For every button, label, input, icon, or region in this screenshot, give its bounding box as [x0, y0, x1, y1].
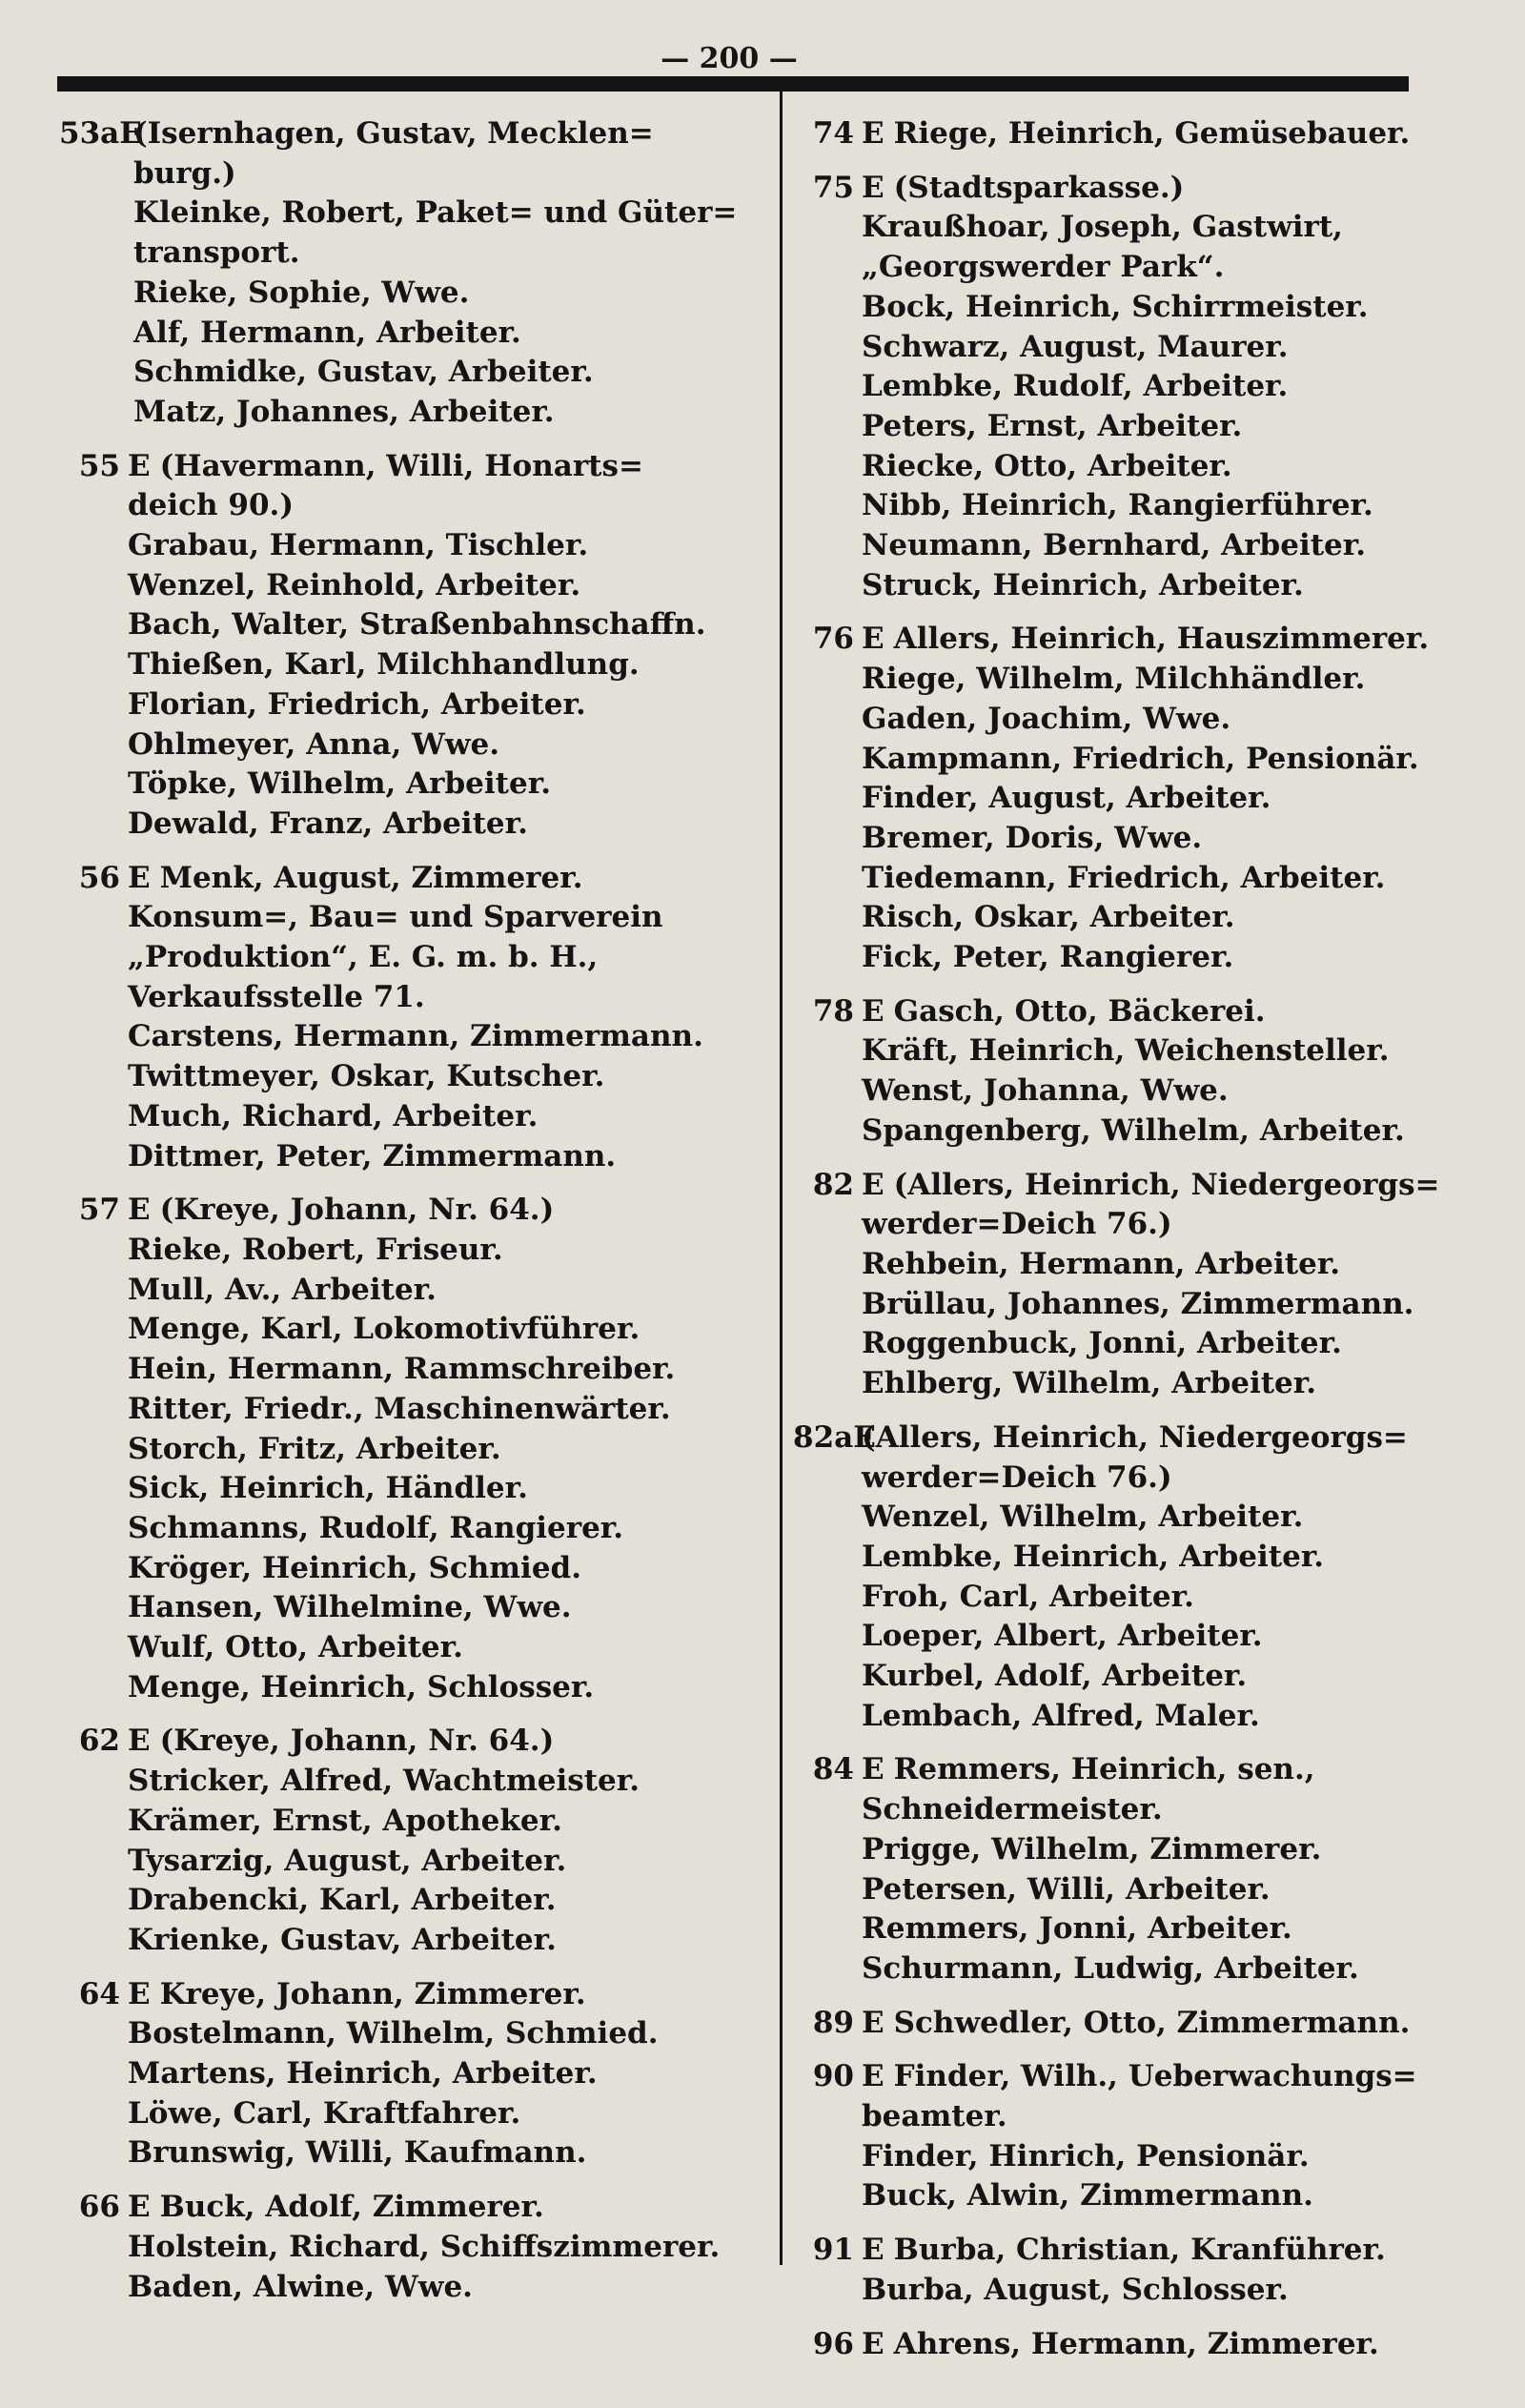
resident-line: Brunswig, Willi, Kaufmann.: [128, 2135, 587, 2171]
left-column: [59, 114, 766, 2321]
resident-line: Ohlmeyer, Anna, Wwe.: [128, 726, 500, 762]
resident-line: Remmers, Jonni, Arbeiter.: [862, 1911, 1292, 1947]
house-owner-continued: werder=Deich 76.): [862, 1459, 1172, 1495]
house-owner: (Allers, Heinrich, Niedergeorgs=: [893, 1167, 1440, 1202]
house-owner: (Kreye, Johann, Nr. 64.): [159, 1724, 555, 1759]
house-owner-continued: beamter.: [862, 2099, 1007, 2134]
house-entry: [59, 1722, 766, 1960]
resident-line: Krämer, Ernst, Apotheker.: [128, 1803, 562, 1838]
resident-line: Kröger, Heinrich, Schmied.: [128, 1550, 582, 1585]
header-rule: [57, 76, 1409, 92]
house-type: E: [128, 2190, 151, 2225]
resident-line: Tiedemann, Friedrich, Arbeiter.: [862, 860, 1386, 895]
house-number: 55: [78, 448, 120, 483]
resident-line: Finder, August, Arbeiter.: [862, 781, 1271, 816]
house-type: E: [862, 993, 884, 1029]
house-header: [793, 2057, 1460, 2097]
resident-line: Stricker, Alfred, Wachtmeister.: [128, 1764, 640, 1799]
resident-line: Gaden, Joachim, Wwe.: [862, 701, 1231, 736]
house-entry: [793, 114, 1460, 154]
house-entry: [793, 1418, 1460, 1737]
resident-line: Carstens, Hermann, Zimmermann.: [128, 1019, 703, 1054]
house-header: [793, 169, 1460, 209]
resident-line: Petersen, Willi, Arbeiter.: [862, 1871, 1271, 1907]
resident-line: Rehbein, Hermann, Arbeiter.: [862, 1246, 1341, 1281]
resident-line: Kraußhoar, Joseph, Gastwirt,: [862, 210, 1343, 245]
house-header: [59, 114, 766, 154]
house-owner: Finder, Wilh., Ueberwachungs=: [893, 2059, 1417, 2094]
resident-line: Bach, Walter, Straßenbahnschaffn.: [128, 607, 706, 643]
resident-line: Kurbel, Adolf, Arbeiter.: [862, 1659, 1248, 1694]
house-header: [793, 992, 1460, 1032]
house-type: E: [128, 1976, 151, 2011]
resident-line: Verkaufsstelle 71.: [128, 979, 425, 1014]
house-owner: Gasch, Otto, Bäckerei.: [893, 993, 1266, 1029]
resident-line: Töpke, Wilhelm, Arbeiter.: [128, 766, 551, 802]
house-header: [793, 620, 1460, 660]
house-type: E: [128, 448, 151, 483]
house-type: E: [862, 1752, 884, 1787]
house-number: 57: [78, 1193, 120, 1228]
resident-line: Lembke, Rudolf, Arbeiter.: [862, 369, 1289, 404]
house-owner: (Isernhagen, Gustav, Mecklen=: [133, 116, 654, 151]
house-entry: [793, 992, 1460, 1152]
resident-line: Wulf, Otto, Arbeiter.: [128, 1630, 463, 1665]
house-header: [59, 1975, 766, 2015]
house-header: [793, 114, 1460, 154]
house-entry: [793, 1750, 1460, 1989]
resident-line: Dittmer, Peter, Zimmermann.: [128, 1138, 617, 1173]
resident-line: Florian, Friedrich, Arbeiter.: [128, 686, 586, 722]
resident-line: Mull, Av., Arbeiter.: [128, 1272, 437, 1307]
resident-line: Hansen, Wilhelmine, Wwe.: [128, 1590, 572, 1625]
resident-line: Much, Richard, Arbeiter.: [128, 1098, 539, 1133]
resident-line: Matz, Johannes, Arbeiter.: [133, 394, 555, 429]
house-header: [793, 2004, 1460, 2044]
resident-line: Tysarzig, August, Arbeiter.: [128, 1843, 567, 1878]
resident-line: Froh, Carl, Arbeiter.: [862, 1579, 1194, 1614]
resident-line: Schwarz, August, Maurer.: [862, 329, 1289, 364]
house-entry: [793, 2231, 1460, 2310]
house-header: [59, 447, 766, 487]
resident-line: Bremer, Doris, Wwe.: [862, 820, 1203, 855]
resident-line: Burba, August, Schlosser.: [862, 2272, 1289, 2307]
house-entry: [793, 2057, 1460, 2216]
resident-line: Spangenberg, Wilhelm, Arbeiter.: [862, 1112, 1405, 1148]
house-type: E: [862, 1167, 884, 1202]
house-number: 90: [812, 2059, 854, 2094]
house-owner: Ahrens, Hermann, Zimmerer.: [893, 2326, 1379, 2361]
resident-line: Sick, Heinrich, Händler.: [128, 1471, 528, 1506]
house-number: 56: [78, 860, 120, 895]
resident-line: Riecke, Otto, Arbeiter.: [862, 448, 1232, 483]
house-number: 78: [812, 993, 854, 1029]
resident-line: Drabencki, Karl, Arbeiter.: [128, 1883, 557, 1918]
resident-line: „Georgswerder Park“.: [862, 250, 1225, 285]
page-number: — 200 —: [661, 42, 798, 75]
house-owner: (Allers, Heinrich, Niedergeorgs=: [862, 1419, 1408, 1455]
resident-line: Lembach, Alfred, Maler.: [862, 1698, 1260, 1733]
house-owner: Remmers, Heinrich, sen.,: [893, 1752, 1315, 1787]
column-divider: [780, 92, 783, 2265]
house-header: [59, 859, 766, 899]
resident-line: Wenzel, Wilhelm, Arbeiter.: [862, 1500, 1304, 1535]
house-owner: Riege, Heinrich, Gemüsebauer.: [893, 116, 1411, 151]
resident-line: Dewald, Franz, Arbeiter.: [128, 806, 528, 841]
house-type: E: [862, 2005, 884, 2040]
resident-line: Martens, Heinrich, Arbeiter.: [128, 2056, 598, 2092]
house-entry: [59, 2188, 766, 2307]
resident-line: Peters, Ernst, Arbeiter.: [862, 408, 1243, 443]
house-entry: [793, 2004, 1460, 2044]
house-entry: [59, 1975, 766, 2174]
resident-line: Prigge, Wilhelm, Zimmerer.: [862, 1831, 1322, 1867]
house-entry: [59, 114, 766, 433]
house-number: 84: [812, 1752, 854, 1787]
house-entry: [793, 2325, 1460, 2365]
resident-line: Schmanns, Rudolf, Rangierer.: [128, 1510, 624, 1545]
house-number: 89: [812, 2005, 854, 2040]
right-column: [793, 114, 1460, 2378]
house-owner: Allers, Heinrich, Hauszimmerer.: [893, 622, 1430, 657]
resident-line: Kampmann, Friedrich, Pensionär.: [862, 741, 1419, 776]
house-owner-continued: werder=Deich 76.): [862, 1207, 1172, 1242]
house-entry: [59, 1191, 766, 1707]
house-type: E: [128, 1724, 151, 1759]
resident-line: Buck, Alwin, Zimmermann.: [862, 2178, 1313, 2214]
house-owner: Burba, Christian, Kranführer.: [893, 2233, 1386, 2268]
resident-line: Brüllau, Johannes, Zimmermann.: [862, 1286, 1414, 1321]
resident-line: Storch, Fritz, Arbeiter.: [128, 1431, 501, 1466]
resident-line: Konsum=, Bau= und Sparverein: [128, 900, 663, 935]
house-number: 74: [812, 116, 854, 151]
resident-line: Rieke, Robert, Friseur.: [128, 1232, 503, 1267]
resident-line: Ehlberg, Wilhelm, Arbeiter.: [862, 1366, 1317, 1401]
house-header: [793, 1418, 1460, 1459]
house-header: [59, 2188, 766, 2228]
house-header: [59, 1191, 766, 1231]
house-owner: Schwedler, Otto, Zimmermann.: [893, 2005, 1411, 2040]
resident-line: Neumann, Bernhard, Arbeiter.: [862, 528, 1367, 563]
resident-line: Finder, Hinrich, Pensionär.: [862, 2138, 1310, 2173]
resident-line: Bock, Heinrich, Schirrmeister.: [862, 289, 1369, 324]
resident-line: Struck, Heinrich, Arbeiter.: [862, 567, 1304, 602]
house-number: 64: [78, 1976, 120, 2011]
resident-line: Grabau, Hermann, Tischler.: [128, 528, 589, 563]
house-owner: Menk, August, Zimmerer.: [159, 860, 583, 895]
house-header: [793, 1750, 1460, 1790]
house-number: 82aE: [793, 1419, 876, 1455]
resident-line: Risch, Oskar, Arbeiter.: [862, 900, 1235, 935]
house-number: 76: [812, 622, 854, 657]
house-type: E: [862, 2326, 884, 2361]
resident-line: Roggenbuck, Jonni, Arbeiter.: [862, 1326, 1342, 1361]
resident-line: Fick, Peter, Rangierer.: [862, 940, 1234, 975]
resident-line: Lembke, Heinrich, Arbeiter.: [862, 1539, 1325, 1574]
resident-line: Menge, Karl, Lokomotivführer.: [128, 1312, 640, 1347]
house-type: E: [862, 116, 884, 151]
house-entry: [793, 1166, 1460, 1404]
house-header: [793, 2325, 1460, 2365]
house-type: E: [128, 860, 151, 895]
house-number: 75: [812, 170, 854, 205]
house-number: 66: [78, 2190, 120, 2225]
resident-line: Nibb, Heinrich, Rangierführer.: [862, 488, 1373, 523]
house-header: [793, 2231, 1460, 2271]
house-number: 96: [812, 2326, 854, 2361]
resident-line: transport.: [133, 235, 300, 271]
resident-line: Twittmeyer, Oskar, Kutscher.: [128, 1059, 605, 1094]
resident-line: Baden, Alwine, Wwe.: [128, 2269, 473, 2304]
resident-line: Kleinke, Robert, Paket= und Güter=: [133, 195, 738, 231]
house-owner-continued: Schneidermeister.: [862, 1792, 1163, 1827]
house-entry: [793, 169, 1460, 606]
house-entry: [59, 859, 766, 1177]
resident-line: Rieke, Sophie, Wwe.: [133, 275, 470, 310]
house-type: E: [862, 170, 884, 205]
resident-line: Löwe, Carl, Kraftfahrer.: [128, 2095, 521, 2131]
resident-line: „Produktion“, E. G. m. b. H.,: [128, 940, 599, 975]
resident-line: Schurmann, Ludwig, Arbeiter.: [862, 1950, 1359, 1986]
resident-line: Thießen, Karl, Milchhandlung.: [128, 647, 640, 683]
house-type: E: [862, 2059, 884, 2094]
house-number: 62: [78, 1724, 120, 1759]
resident-line: Bostelmann, Wilhelm, Schmied.: [128, 2016, 659, 2051]
house-owner: Buck, Adolf, Zimmerer.: [159, 2190, 544, 2225]
house-owner-continued: deich 90.): [128, 488, 294, 523]
resident-line: Schmidke, Gustav, Arbeiter.: [133, 355, 594, 390]
house-type: E: [128, 1193, 151, 1228]
house-entry: [59, 447, 766, 845]
resident-line: Menge, Heinrich, Schlosser.: [128, 1669, 595, 1704]
house-owner: (Stadtsparkasse.): [893, 170, 1185, 205]
resident-line: Kräft, Heinrich, Weichensteller.: [862, 1033, 1390, 1069]
resident-line: Ritter, Friedr., Maschinenwärter.: [128, 1391, 671, 1426]
house-number: 53aE: [59, 116, 142, 151]
resident-line: Riege, Wilhelm, Milchhändler.: [862, 662, 1366, 697]
house-owner: Kreye, Johann, Zimmerer.: [159, 1976, 586, 2011]
house-owner-continued: burg.): [133, 155, 236, 191]
resident-line: Wenst, Johanna, Wwe.: [862, 1073, 1229, 1109]
house-number: 91: [812, 2233, 854, 2268]
house-type: E: [862, 622, 884, 657]
house-header: [59, 1722, 766, 1762]
house-number: 82: [812, 1167, 854, 1202]
house-type: E: [862, 2233, 884, 2268]
resident-line: Loeper, Albert, Arbeiter.: [862, 1619, 1263, 1654]
house-owner: (Kreye, Johann, Nr. 64.): [159, 1193, 555, 1228]
resident-line: Alf, Hermann, Arbeiter.: [133, 315, 521, 350]
house-owner: (Havermann, Willi, Honarts=: [159, 448, 643, 483]
house-header: [793, 1166, 1460, 1206]
resident-line: Krienke, Gustav, Arbeiter.: [128, 1922, 557, 1957]
resident-line: Wenzel, Reinhold, Arbeiter.: [128, 567, 581, 602]
resident-line: Hein, Hermann, Rammschreiber.: [128, 1352, 676, 1387]
resident-line: Holstein, Richard, Schiffszimmerer.: [128, 2229, 721, 2264]
house-entry: [793, 620, 1460, 977]
